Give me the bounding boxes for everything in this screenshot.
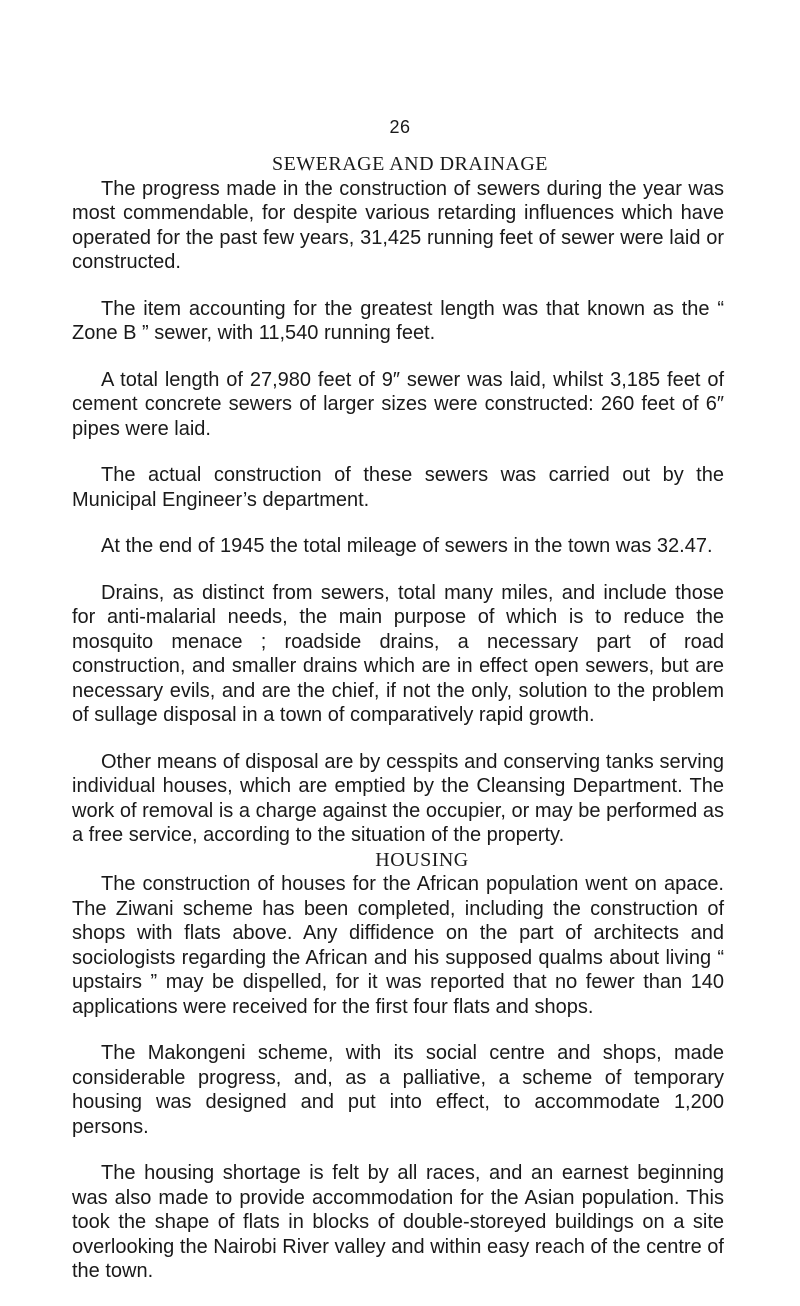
paragraph: Drains, as distinct from sewers, total many miles, and include those for anti-malarial needs, the main purpose of which is to reduce the mosquito menace ; roadside drains, a necessary part of road construction, and smaller drains which are in effect open sewers, but are necessary evils, and are the chief, if not the only, solution to the problem of sullage disposal in a town of comparatively rapid growth.: [72, 581, 724, 726]
paragraph: The progress made in the construction of sewers during the year was most commendable, for despite various retarding influences which have operated for the past few years, 31,425 running feet of sewer were laid or constructed.: [72, 177, 724, 273]
paragraph: The item accounting for the greatest length was that known as the “ Zone B ” sewer, with 11,540 running feet.: [72, 297, 724, 344]
paragraph: The housing shortage is felt by all races, and an earnest beginning was also made to provide accommodation for the Asian population. This took the shape of flats in blocks of double-storeyed buildings on a site overlooking the Nairobi River valley and within easy reach of the centre of the town.: [72, 1162, 724, 1282]
paragraph: A total length of 27,980 feet of 9″ sewer was laid, whilst 3,185 feet of cement concrete sewers of larger sizes were constructed: 260 feet of 6″ pipes were laid.: [72, 368, 724, 440]
page-content: [72, 152, 724, 1306]
page-number: 26: [389, 117, 411, 137]
paragraph: The construction of houses for the African population went on apace. The Ziwani scheme has been completed, including the construction of shops with flats above. Any diffidence on the part of architects and sociologists regarding the African and his supposed qualms about living “ upstairs ” may be dispelled, for it was reported that no fewer than 140 applications were received for the first four flats and shops.: [72, 873, 724, 1018]
paragraph: At the end of 1945 the total mileage of sewers in the town was 32.47.: [101, 535, 713, 557]
paragraph: The Makongeni scheme, with its social centre and shops, made considerable progress, and, as a palliative, a scheme of temporary housing was designed and put into effect, to accommodate 1,200 persons.: [72, 1042, 724, 1138]
section-heading-housing: HOUSING: [375, 848, 469, 871]
paragraph: Other means of disposal are by cesspits and conserving tanks serving individual houses, which are emptied by the Cleansing Department. The work of removal is a charge against the occupier, or may be performed as a free service, according to the situation of the property.: [72, 750, 724, 846]
section-heading-sewerage: SEWERAGE AND DRAINAGE: [271, 153, 549, 175]
paragraph: The actual construction of these sewers was carried out by the Municipal Engineer’s department.: [72, 464, 724, 511]
